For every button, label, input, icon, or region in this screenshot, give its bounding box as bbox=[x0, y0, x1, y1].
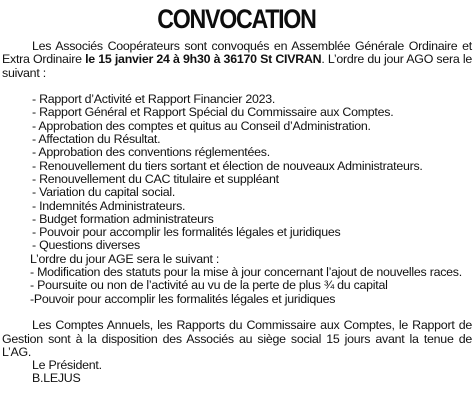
list-item: - Modification des statuts pour la mise à jour concernant l’ajout de nouvelles races. bbox=[30, 265, 462, 280]
spacer bbox=[2, 306, 472, 319]
list-item: - Rapport d’Activité et Rapport Financier 2023. bbox=[32, 92, 276, 107]
list-item: - Renouvellement du CAC titulaire et suppléant bbox=[32, 171, 279, 186]
list-item: - Pouvoir pour accomplir les formalités légales et juridiques bbox=[32, 225, 341, 240]
intro-text-end: . L’ordre du jour AGO sera le suivant : bbox=[2, 52, 473, 80]
list-item: - Indemnités Administrateurs. bbox=[32, 198, 186, 213]
signature-name: B.LEJUS bbox=[32, 371, 81, 386]
notice-body bbox=[2, 40, 472, 386]
list-item: - Approbation des conventions réglementées. bbox=[32, 145, 270, 160]
list-item: - Questions diverses bbox=[32, 238, 140, 253]
meeting-date-location: le 15 janvier 24 à 9h30 à 36170 St CIVRAN bbox=[85, 52, 322, 67]
intro-paragraph bbox=[2, 40, 472, 80]
list-item: - Rapport Général et Rapport Spécial du Commissaire aux Comptes. bbox=[32, 105, 394, 120]
list-item: - Approbation des comptes et quitus au Conseil d’Administration. bbox=[32, 118, 371, 133]
list-item: - Variation du capital social. bbox=[32, 185, 176, 200]
closing-paragraph: Les Comptes Annuels, les Rapports du Commissaire aux Comptes, le Rapport de Gestion sont à la disposition des Associés au siège social 15 jours avant la tenue de L’AG. bbox=[2, 318, 472, 359]
list-item: - Renouvellement du tiers sortant et élection de nouveaux Administrateurs. bbox=[32, 158, 423, 173]
age-heading: L’ordre du jour AGE sera le suivant : bbox=[30, 251, 220, 266]
signature-role: Le Président. bbox=[32, 358, 102, 373]
list-item: -Pouvoir pour accomplir les formalités légales et juridiques bbox=[30, 291, 336, 306]
list-item: - Budget formation administrateurs bbox=[32, 211, 214, 226]
list-item: - Affectation du Résultat. bbox=[32, 132, 161, 147]
page-title: CONVOCATION bbox=[157, 4, 316, 34]
spacer bbox=[2, 80, 472, 93]
list-item: - Poursuite ou non de l’activité au vu de la perte de plus ¾ du capital bbox=[30, 278, 388, 293]
ago-agenda-list bbox=[2, 93, 472, 253]
age-agenda-list bbox=[2, 266, 472, 306]
intro-text: Les Associés Coopérateurs sont convoqués en Assemblée Générale Ordinaire et Extra Ordinaire bbox=[2, 39, 472, 67]
